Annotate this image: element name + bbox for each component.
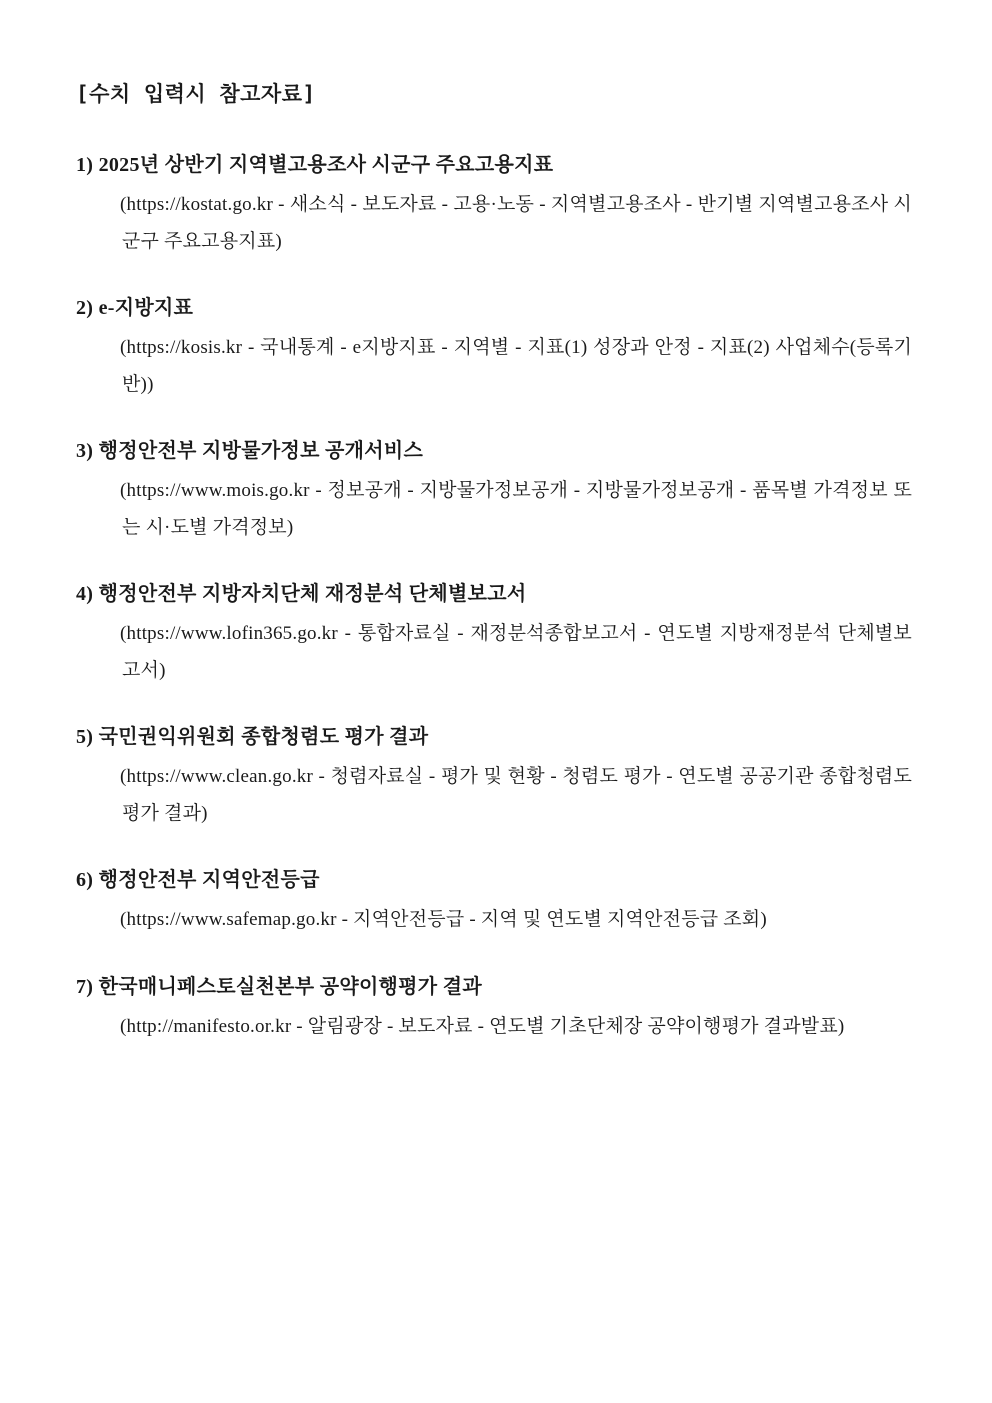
reference-item-3 bbox=[76, 434, 916, 546]
reference-source-path: (http://manifesto.or.kr - 알림광장 - 보도자료 - 연도별 기초단체장 공약이행평가 결과발표) bbox=[120, 1015, 845, 1037]
reference-number: 4) bbox=[76, 583, 94, 606]
reference-number: 5) bbox=[76, 726, 94, 749]
reference-number: 1) bbox=[76, 154, 94, 176]
reference-title: 2025년 상반기 지역별고용조사 시군구 주요고용지표 bbox=[98, 154, 554, 176]
reference-item-6 bbox=[76, 863, 916, 938]
reference-source-path: (https://www.clean.go.kr - 청렴자료실 - 평가 및 현황 - 청렴도 평가 - 연도별 공공기관 종합청렴도 평가 결과) bbox=[120, 766, 912, 825]
reference-source-path: (https://kostat.go.kr - 새소식 - 보도자료 - 고용·노동 - 지역별고용조사 - 반기별 지역별고용조사 시군구 주요고용지표) bbox=[120, 194, 912, 253]
reference-item-1 bbox=[76, 148, 916, 260]
page-title: [수치 입력시 참고자료] bbox=[76, 82, 316, 106]
reference-heading bbox=[76, 148, 916, 177]
reference-item-4 bbox=[76, 577, 916, 689]
reference-number: 7) bbox=[76, 975, 94, 998]
reference-source-path: (https://kosis.kr - 국내통계 - e지방지표 - 지역별 - 지표(1) 성장과 안정 - 지표(2) 사업체수(등록기반)) bbox=[120, 337, 912, 396]
reference-heading bbox=[76, 577, 916, 606]
reference-source-path: (https://www.mois.go.kr - 정보공개 - 지방물가정보공개 - 지방물가정보공개 - 품목별 가격정보 또는 시·도별 가격정보) bbox=[120, 480, 912, 539]
reference-heading bbox=[76, 434, 916, 463]
reference-number: 2) bbox=[76, 297, 94, 320]
reference-number: 6) bbox=[76, 869, 94, 892]
reference-title: 행정안전부 지역안전등급 bbox=[98, 869, 320, 892]
reference-title: 한국매니페스토실천본부 공약이행평가 결과 bbox=[98, 975, 482, 998]
reference-source-path: (https://www.safemap.go.kr - 지역안전등급 - 지역 및 연도별 지역안전등급 조회) bbox=[120, 909, 767, 931]
reference-heading bbox=[76, 970, 916, 999]
reference-heading bbox=[76, 291, 916, 320]
reference-heading bbox=[76, 720, 916, 749]
reference-title: 국민권익위원회 종합청렴도 평가 결과 bbox=[98, 726, 429, 749]
reference-item-5 bbox=[76, 720, 916, 832]
reference-item-2 bbox=[76, 291, 916, 403]
reference-source-path: (https://www.lofin365.go.kr - 통합자료실 - 재정분석종합보고서 - 연도별 지방재정분석 단체별보고서) bbox=[120, 623, 912, 682]
reference-item-7 bbox=[76, 970, 916, 1045]
reference-title: 행정안전부 지방자치단체 재정분석 단체별보고서 bbox=[98, 583, 527, 606]
reference-number: 3) bbox=[76, 440, 94, 463]
reference-heading bbox=[76, 863, 916, 892]
reference-title: 행정안전부 지방물가정보 공개서비스 bbox=[98, 440, 424, 463]
reference-title: e-지방지표 bbox=[98, 297, 194, 320]
